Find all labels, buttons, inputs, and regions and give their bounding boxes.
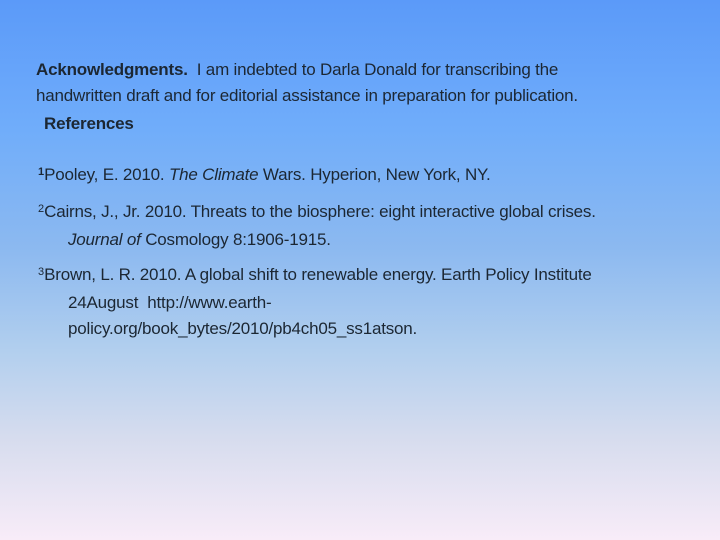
reference-item-1 [38,162,714,190]
reference-3-text: Brown, L. R. 2010. A global shift to renewable energy. Earth Policy Institute [44,265,592,284]
references-heading: References [44,114,134,133]
reference-2-line-1 [38,199,714,227]
reference-1-title-italic: The Climate [168,165,263,184]
reference-3-url-part-1: 24August http://www.earth- [68,293,272,312]
reference-3-marker: 3 [38,266,45,278]
reference-1-text-tail: Wars. Hyperion, New York, NY. [262,165,491,184]
reference-2-text: Cairns, J., Jr. 2010. Threats to the biosphere: eight interactive global crises. [44,202,596,221]
acknowledgments-paragraph [36,57,712,109]
references-list [38,162,714,351]
reference-2-text-tail: Cosmology 8:1906-1915. [145,230,331,249]
acknowledgments-lead: Acknowledgments. [36,60,188,79]
reference-item-2 [38,199,714,253]
reference-1-marker: 1 [38,166,45,178]
reference-1-line-1 [38,162,714,190]
reference-2-line-2 [38,227,714,253]
reference-3-line-1 [38,262,714,290]
acknowledgments-line2: handwritten draft and for editorial assistance in preparation for publication. [36,86,578,105]
reference-2-marker: 2 [38,203,45,215]
reference-item-3 [38,262,714,342]
reference-3-line-3 [38,316,714,342]
reference-2-journal-italic: Journal of [68,230,146,249]
reference-3-url-part-2: policy.org/book_bytes/2010/pb4ch05_ss1atson. [68,319,418,338]
reference-1-text: Pooley, E. 2010. [44,165,169,184]
reference-3-line-2 [38,290,714,316]
acknowledgments-line1: I am indebted to Darla Donald for transcribing the [187,60,559,79]
